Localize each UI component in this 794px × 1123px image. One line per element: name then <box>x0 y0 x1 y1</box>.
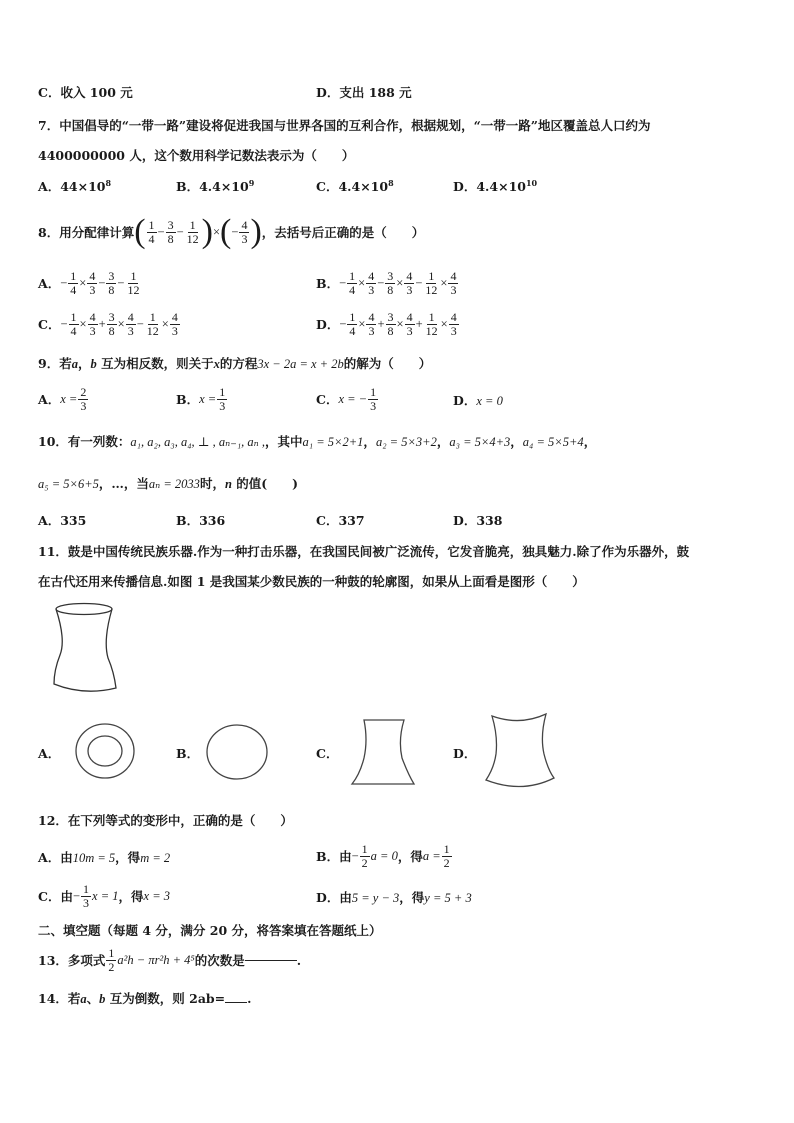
q14-stem: 14．若a、b 互为倒数，则 2ab= . <box>38 991 252 1006</box>
q11-option-c-front-view <box>350 718 416 788</box>
q10-option-a: A．335 <box>38 513 87 528</box>
q9-stem: 9．若a，b 互为相反数，则关于x的方程3x − 2a = x + 2b的解为（ ） <box>38 356 432 371</box>
section-heading-fill-in: 二、填空题（每题 4 分，满分 20 分，将答案填在答题纸上） <box>38 923 382 938</box>
q11-stem-line1: 11．鼓是中国传统民族乐器.作为一种打击乐器，在我国民间被广泛流传，它发音脆亮，独具魅力.除了作为乐器外，鼓 <box>38 544 690 559</box>
q9-option-c: C． x = − $\frac{1}{3}$ <box>316 384 377 413</box>
q11-option-a-concentric-circles <box>74 722 136 780</box>
q6-option-d: D．支出 188 元 <box>316 85 412 100</box>
q6-option-c: C．收入 100 元 <box>38 85 133 100</box>
q12-option-c: C．由 − $\frac{1}{3}$ x = 1 ，得 x = 3 <box>38 881 170 910</box>
q12-option-b: B．由 − $\frac{1}{2}$ a = 0 ，得 a = $\frac{1}{2}$ <box>316 841 450 870</box>
q12-stem: 12．在下列等式的变形中，正确的是（ ） <box>38 813 293 828</box>
q10-line1: 10．有一列数：a₁, a₂, a₃, a₄, ⊥ , aₙ₋₁, aₙ ,，其中a₁ = 5×2+1，a₂ = 5×3+2，a₃ = 5×4+3，a₄ = 5×5+4， <box>38 434 597 449</box>
q11-label-b: B． <box>176 746 200 761</box>
q12-option-a: A．由10m = 5，得m = 2 <box>38 850 171 865</box>
q8-option-a: A． − $\frac{1}{4}$ × $\frac{4}{3}$ − $\frac{3}{8}$ − $\frac{1}{12}$ <box>38 268 140 297</box>
q9-option-d: D．x = 0 <box>453 393 503 408</box>
q8-option-d: D． − $\frac{1}{4}$ × $\frac{4}{3}$ + $\frac{3}{8}$ × $\frac{4}{3}$ + $\frac{1}{12}$ × $\frac{4}{3}$ <box>316 309 457 338</box>
q8-option-c: C． − $\frac{1}{4}$ × $\frac{4}{3}$ + $\frac{3}{8}$ × $\frac{4}{3}$ − $\frac{1}{12}$ × $\frac{4}{3}$ <box>38 309 178 338</box>
q8-option-b: B． − $\frac{1}{4}$ × $\frac{4}{3}$ − $\frac{3}{8}$ × $\frac{4}{3}$ − $\frac{1}{12}$ × $\frac{4}{3}$ <box>316 268 457 297</box>
q7-stem-line1: 7．中国倡导的“一带一路”建设将促进我国与世界各国的互利合作，根据规划，“一带一路”地区覆盖总人口约为 <box>38 118 651 133</box>
drum-figure <box>48 600 132 696</box>
q7-option-d: D．$4.4\times 10^{10}$ <box>453 177 538 194</box>
q8-stem: 8．用分配律计算 ( $\frac{1}{4}$ − $\frac{3}{8}$ − $\frac{1}{12}$ ) × ( − $\frac{4}{3}$ ) ，去括号后正确的是（ ） <box>38 213 425 250</box>
q7-stem-line2: 4400000000 人，这个数用科学记数法表示为（ ） <box>38 148 355 163</box>
q10-line2: a₅ = 5×6+5，…，当aₙ = 2033时，n 的值( ) <box>38 476 299 491</box>
q11-option-b-circle <box>205 723 269 781</box>
q11-label-c: C． <box>316 746 339 761</box>
q10-option-d: D．338 <box>453 513 503 528</box>
q9-option-b: B． x = $\frac{1}{3}$ <box>176 384 226 413</box>
q13-stem: 13．多项式 $\frac{1}{2}$ a²h − πr²h + 4⁵ 的次数是 . <box>38 945 302 974</box>
q7-option-a: A．$44\times 10^8$ <box>38 177 112 194</box>
q7-option-b: B．$4.4\times 10^9$ <box>176 177 255 194</box>
q12-option-d: D．由5 = y − 3，得y = 5 + 3 <box>316 890 472 905</box>
q11-label-d: D． <box>453 746 477 761</box>
q14-answer-blank[interactable] <box>225 1002 247 1003</box>
q11-stem-line2: 在古代还用来传播信息.如图 1 是我国某少数民族的一种鼓的轮廓图，如果从上面看是图形（ ） <box>38 574 585 589</box>
q11-label-a: A． <box>38 746 61 761</box>
q10-option-b: B．336 <box>176 513 226 528</box>
q9-option-a: A． x = $\frac{2}{3}$ <box>38 384 87 413</box>
q13-answer-blank[interactable] <box>245 960 297 961</box>
q11-option-d-side-view <box>484 712 556 792</box>
q7-option-c: C．$4.4\times 10^8$ <box>316 177 394 194</box>
q10-option-c: C．337 <box>316 513 365 528</box>
